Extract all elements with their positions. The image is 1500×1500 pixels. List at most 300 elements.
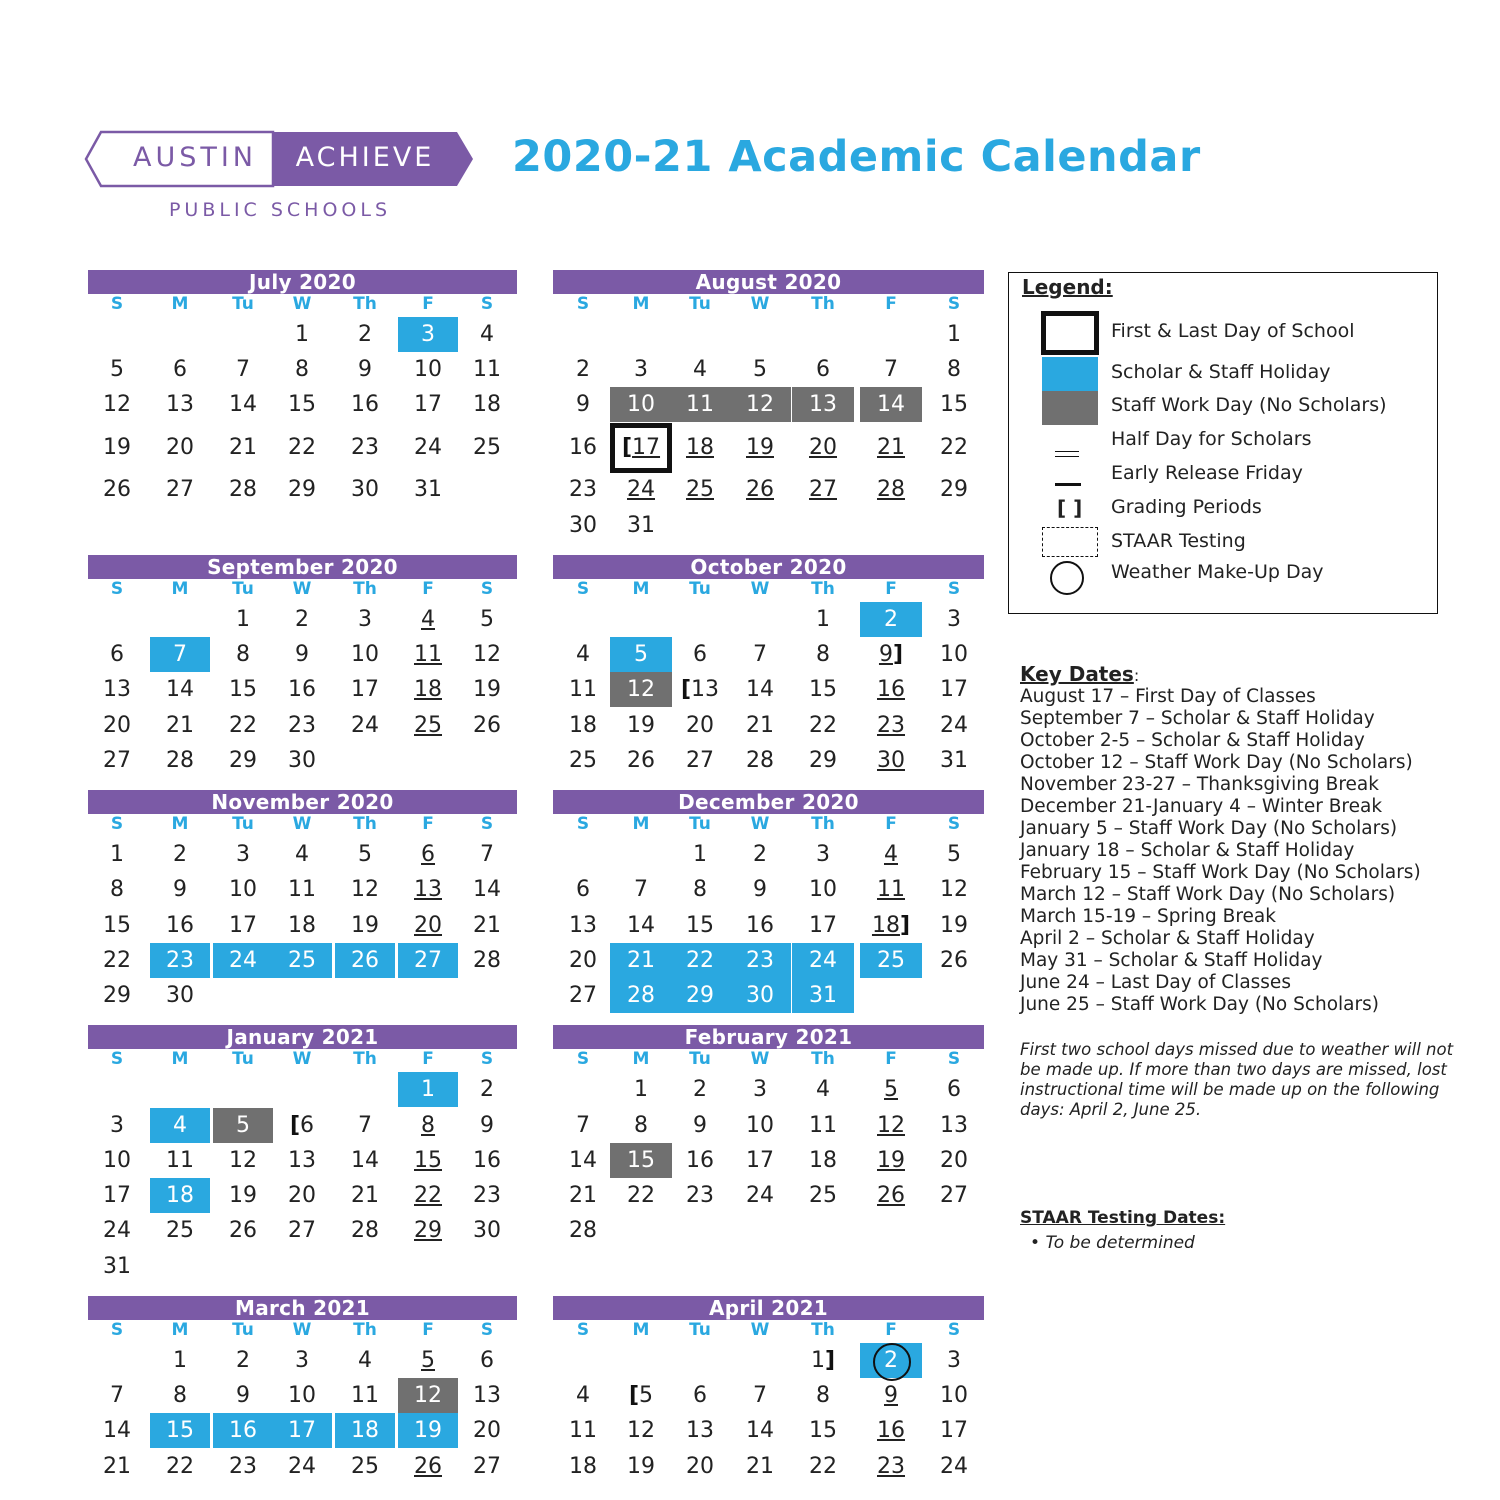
calendar-day — [457, 708, 517, 743]
weekday-label: S — [480, 814, 494, 834]
weekday-header-row — [88, 1320, 517, 1340]
weekday-header-row — [88, 579, 517, 599]
day-number: 1 — [173, 1348, 187, 1373]
weekday-label: S — [947, 294, 961, 314]
calendar-day — [729, 837, 791, 872]
day-number: 28 — [627, 983, 655, 1008]
calendar-day — [610, 1108, 672, 1143]
day-number: 5 — [639, 1383, 654, 1408]
calendar-day — [398, 872, 458, 907]
day-number: 7 — [634, 877, 648, 902]
day-number: 11 — [414, 642, 442, 667]
day-number: 16 — [746, 913, 774, 938]
calendar-day — [923, 317, 985, 352]
calendar-day — [398, 1343, 458, 1378]
month-calendar — [553, 270, 984, 314]
day-number: 11 — [166, 1148, 194, 1173]
weekday-label: F — [422, 814, 434, 834]
day-number: 15 — [686, 913, 714, 938]
day-number: 2 — [173, 842, 187, 867]
calendar-day — [669, 708, 731, 743]
calendar-day — [923, 1413, 985, 1448]
calendar-day — [610, 1143, 672, 1178]
calendar-day — [860, 1178, 922, 1213]
day-number: 19 — [351, 913, 379, 938]
calendar-day — [552, 943, 614, 978]
day-number: 8 — [816, 642, 830, 667]
day-number: 15 — [103, 913, 131, 938]
day-number: 15 — [940, 392, 968, 417]
calendar-day — [272, 1378, 332, 1413]
day-number: 5 — [884, 1077, 898, 1102]
day-number: 11 — [877, 877, 905, 902]
calendar-day — [457, 1143, 517, 1178]
calendar-day — [457, 872, 517, 907]
calendar-day — [213, 908, 273, 943]
calendar-day — [729, 672, 791, 707]
calendar-day — [213, 1108, 273, 1143]
calendar-day — [923, 1378, 985, 1413]
key-date-item: October 12 – Staff Work Day (No Scholars) — [1020, 752, 1413, 773]
calendar-day — [272, 637, 332, 672]
calendar-day — [729, 743, 791, 778]
calendar-day — [729, 708, 791, 743]
day-number: 10 — [809, 877, 837, 902]
day-number: 26 — [940, 948, 968, 973]
calendar-day — [729, 352, 791, 387]
day-number: 22 — [627, 1183, 655, 1208]
circle-icon — [1050, 561, 1084, 595]
calendar-day — [792, 1108, 854, 1143]
legend-label-half-day: Half Day for Scholars — [1111, 428, 1312, 450]
calendar-day — [923, 708, 985, 743]
calendar-day — [335, 1213, 395, 1248]
calendar-day — [335, 387, 395, 422]
calendar-day — [860, 837, 922, 872]
day-number: 23 — [569, 477, 597, 502]
day-number: 10 — [414, 357, 442, 382]
calendar-day — [213, 387, 273, 422]
day-number: 20 — [288, 1183, 316, 1208]
key-date-item: August 17 – First Day of Classes — [1020, 686, 1316, 707]
day-number: 4 — [816, 1077, 830, 1102]
day-number: 21 — [103, 1454, 131, 1479]
calendar-day — [552, 872, 614, 907]
calendar-day — [213, 602, 273, 637]
legend-label-grading: Grading Periods — [1111, 496, 1262, 518]
calendar-day — [552, 672, 614, 707]
day-number: 2 — [236, 1348, 250, 1373]
day-number: 18 — [473, 392, 501, 417]
calendar-day — [150, 872, 210, 907]
calendar-day — [792, 430, 854, 465]
weekday-label: S — [110, 1320, 124, 1340]
calendar-day — [860, 602, 922, 637]
calendar-day — [335, 602, 395, 637]
calendar-day — [923, 1449, 985, 1484]
calendar-day — [792, 1178, 854, 1213]
weekday-label: F — [422, 579, 434, 599]
day-number: 20 — [569, 948, 597, 973]
weather-note: First two school days missed due to weather will not be made up. If more than two days are missed, lost instructional time will be made up on the following days: April 2, June 25. — [1020, 1040, 1454, 1119]
calendar-day — [669, 837, 731, 872]
calendar-day — [272, 1213, 332, 1248]
weekday-header-row — [88, 294, 517, 314]
day-number: 5 — [236, 1113, 250, 1138]
calendar-day — [610, 1413, 672, 1448]
weekday-label: W — [292, 1049, 312, 1069]
calendar-day — [860, 1343, 922, 1378]
day-number: 27 — [686, 748, 714, 773]
day-number: 11 — [288, 877, 316, 902]
calendar-day — [610, 708, 672, 743]
day-number: 30 — [877, 748, 905, 773]
legend-box — [1008, 272, 1438, 614]
day-number: 15 — [229, 677, 257, 702]
calendar-day — [792, 1449, 854, 1484]
calendar-day — [272, 1449, 332, 1484]
calendar-day — [335, 1449, 395, 1484]
weekday-label: M — [171, 1049, 189, 1069]
calendar-day — [669, 1178, 731, 1213]
day-number: 27 — [288, 1218, 316, 1243]
day-number: 30 — [166, 983, 194, 1008]
grading-bracket-open: [ — [289, 1113, 301, 1138]
weekday-label: M — [632, 1320, 650, 1340]
weekday-label: S — [947, 1049, 961, 1069]
calendar-day — [335, 708, 395, 743]
day-number: 9 — [295, 642, 309, 667]
weekday-label: W — [750, 1049, 770, 1069]
month-calendar — [88, 1296, 517, 1340]
weekday-label: F — [885, 1049, 897, 1069]
weekday-label: S — [110, 814, 124, 834]
calendar-day — [669, 872, 731, 907]
day-number: 1 — [693, 842, 707, 867]
calendar-day — [860, 352, 922, 387]
weekday-label: M — [171, 1320, 189, 1340]
day-number: 1 — [110, 842, 124, 867]
calendar-day — [272, 1108, 332, 1143]
day-number: 18 — [686, 435, 714, 460]
calendar-day — [729, 943, 791, 978]
day-number: 27 — [473, 1454, 501, 1479]
calendar-day — [923, 672, 985, 707]
legend-label-first-last: First & Last Day of School — [1111, 320, 1355, 342]
day-number: 7 — [173, 642, 187, 667]
calendar-day — [457, 1213, 517, 1248]
grading-bracket-close: ] — [824, 1348, 836, 1373]
month-calendar — [553, 1025, 984, 1069]
calendar-day — [150, 387, 210, 422]
calendar-day — [552, 978, 614, 1013]
bracket-icon: [ ] — [1057, 496, 1083, 520]
weekday-label: S — [110, 579, 124, 599]
day-number: 28 — [473, 948, 501, 973]
day-number: 23 — [746, 948, 774, 973]
day-number: 20 — [166, 435, 194, 460]
calendar-day — [552, 1143, 614, 1178]
day-number: 24 — [940, 1454, 968, 1479]
calendar-day — [398, 1413, 458, 1448]
calendar-day — [923, 743, 985, 778]
calendar-day — [610, 472, 672, 507]
calendar-day — [272, 472, 332, 507]
calendar-day — [923, 1072, 985, 1107]
day-number: 18 — [809, 1148, 837, 1173]
calendar-day — [860, 1072, 922, 1107]
calendar-day — [87, 1249, 147, 1284]
calendar-day — [792, 743, 854, 778]
day-number: 29 — [103, 983, 131, 1008]
day-number: 12 — [746, 392, 774, 417]
key-date-item: March 12 – Staff Work Day (No Scholars) — [1020, 884, 1396, 905]
day-number: 7 — [576, 1113, 590, 1138]
day-number: 6 — [300, 1113, 315, 1138]
calendar-day — [398, 637, 458, 672]
day-number: 1 — [421, 1077, 435, 1102]
calendar-day — [335, 352, 395, 387]
day-number: 14 — [166, 677, 194, 702]
day-number: 19 — [940, 913, 968, 938]
day-number: 23 — [877, 1454, 905, 1479]
month-calendar — [88, 790, 517, 834]
calendar-day — [213, 352, 273, 387]
day-number: 11 — [809, 1113, 837, 1138]
weekday-label: Th — [353, 1049, 377, 1069]
day-number: 6 — [693, 1383, 707, 1408]
day-number: 27 — [809, 477, 837, 502]
calendar-day — [213, 1449, 273, 1484]
calendar-day — [398, 472, 458, 507]
calendar-day — [398, 1378, 458, 1413]
day-number: 14 — [746, 677, 774, 702]
key-date-item: January 18 – Scholar & Staff Holiday — [1020, 840, 1355, 861]
day-number: 18 — [871, 913, 900, 938]
calendar-day — [792, 837, 854, 872]
calendar-day — [398, 1072, 458, 1107]
calendar-day — [272, 1413, 332, 1448]
key-dates-list — [1020, 686, 1490, 1016]
day-number: 20 — [686, 713, 714, 738]
calendar-day — [87, 1108, 147, 1143]
calendar-day — [398, 708, 458, 743]
day-number: 15 — [288, 392, 316, 417]
day-number: 4 — [421, 607, 435, 632]
day-number: 25 — [809, 1183, 837, 1208]
calendar-day — [335, 1378, 395, 1413]
day-number: 3 — [634, 357, 648, 382]
calendar-day — [457, 602, 517, 637]
month-title: September 2020 — [88, 555, 517, 579]
weekday-label: S — [480, 1049, 494, 1069]
day-number: 6 — [693, 642, 707, 667]
day-number: 10 — [940, 1383, 968, 1408]
day-number: 18 — [414, 677, 442, 702]
day-number: 30 — [288, 748, 316, 773]
day-number: 29 — [229, 748, 257, 773]
month-calendar — [553, 555, 984, 599]
calendar-day — [457, 1178, 517, 1213]
key-date-item: May 31 – Scholar & Staff Holiday — [1020, 950, 1323, 971]
calendar-day — [87, 1413, 147, 1448]
calendar-day — [860, 472, 922, 507]
weekday-label: S — [947, 579, 961, 599]
calendar-day — [335, 1143, 395, 1178]
day-number: 11 — [686, 392, 714, 417]
calendar-day — [610, 1072, 672, 1107]
calendar-day — [150, 943, 210, 978]
calendar-day — [457, 1108, 517, 1143]
calendar-day — [335, 872, 395, 907]
key-date-item: March 15-19 – Spring Break — [1020, 906, 1276, 927]
day-number: 9 — [878, 642, 893, 667]
day-number: 21 — [166, 713, 194, 738]
calendar-day — [610, 423, 672, 473]
day-number: 6 — [480, 1348, 494, 1373]
weekday-label: Th — [811, 294, 835, 314]
weekday-label: Tu — [232, 814, 254, 834]
calendar-day — [398, 317, 458, 352]
day-number: 4 — [576, 1383, 590, 1408]
calendar-day — [150, 1449, 210, 1484]
calendar-day — [669, 387, 731, 422]
day-number: 26 — [414, 1454, 442, 1479]
day-number: 10 — [103, 1148, 131, 1173]
calendar-day — [792, 708, 854, 743]
day-number: 19 — [229, 1183, 257, 1208]
calendar-day — [272, 352, 332, 387]
calendar-day — [552, 508, 614, 543]
day-number: 2 — [693, 1077, 707, 1102]
legend-label-holiday: Scholar & Staff Holiday — [1111, 361, 1331, 383]
day-number: 4 — [693, 357, 707, 382]
weekday-label: S — [480, 1320, 494, 1340]
day-number: 22 — [288, 435, 316, 460]
calendar-day — [335, 1343, 395, 1378]
day-number: 6 — [173, 357, 187, 382]
weekday-label: Th — [353, 814, 377, 834]
day-number: 9 — [480, 1113, 494, 1138]
day-number: 26 — [746, 477, 774, 502]
day-number: 31 — [627, 513, 655, 538]
weekday-label: M — [171, 294, 189, 314]
day-number: 4 — [173, 1113, 187, 1138]
calendar-day — [213, 1178, 273, 1213]
day-number: 18 — [569, 1454, 597, 1479]
day-number: 7 — [110, 1383, 124, 1408]
key-dates-title: Key Dates — [1020, 662, 1134, 686]
calendar-day — [335, 908, 395, 943]
calendar-day — [923, 837, 985, 872]
calendar-day — [87, 1213, 147, 1248]
calendar-day — [398, 1213, 458, 1248]
day-number: 23 — [351, 435, 379, 460]
day-number: 17 — [746, 1148, 774, 1173]
calendar-day — [729, 1072, 791, 1107]
day-number: 22 — [414, 1183, 442, 1208]
day-number: 29 — [809, 748, 837, 773]
calendar-day — [457, 1343, 517, 1378]
day-number: 6 — [576, 877, 590, 902]
weekday-label: Tu — [232, 1049, 254, 1069]
weekday-label: W — [292, 579, 312, 599]
calendar-day — [272, 943, 332, 978]
day-number: 12 — [351, 877, 379, 902]
day-number: 12 — [414, 1383, 442, 1408]
grading-bracket-open: [ — [680, 677, 692, 702]
weekday-label: M — [171, 814, 189, 834]
day-number: 8 — [634, 1113, 648, 1138]
calendar-day — [792, 1343, 854, 1378]
weekday-label: M — [171, 579, 189, 599]
calendar-day — [610, 1378, 672, 1413]
day-number: 24 — [809, 948, 837, 973]
calendar-day — [669, 1378, 731, 1413]
calendar-day — [272, 602, 332, 637]
day-number: 24 — [103, 1218, 131, 1243]
calendar-day — [457, 430, 517, 465]
logo-achieve-text: ACHIEVE — [295, 142, 435, 173]
day-number: 13 — [569, 913, 597, 938]
calendar-day — [669, 430, 731, 465]
calendar-day — [860, 387, 922, 422]
day-number: 31 — [940, 748, 968, 773]
day-number: 8 — [947, 357, 961, 382]
day-number: 7 — [884, 357, 898, 382]
calendar-day — [87, 743, 147, 778]
page-title: 2020-21 Academic Calendar — [512, 132, 1201, 182]
day-number: 16 — [473, 1148, 501, 1173]
calendar-day — [87, 430, 147, 465]
day-number: 13 — [414, 877, 442, 902]
calendar-day — [87, 1449, 147, 1484]
calendar-day — [860, 908, 922, 943]
weekday-label: F — [422, 1049, 434, 1069]
calendar-day — [923, 872, 985, 907]
calendar-day — [457, 352, 517, 387]
day-number: 22 — [103, 948, 131, 973]
day-number: 12 — [940, 877, 968, 902]
calendar-day — [552, 908, 614, 943]
calendar-day — [272, 387, 332, 422]
calendar-day — [150, 672, 210, 707]
day-number: 4 — [295, 842, 309, 867]
day-number: 29 — [686, 983, 714, 1008]
day-number: 13 — [809, 392, 837, 417]
day-number: 27 — [103, 748, 131, 773]
day-number: 6 — [947, 1077, 961, 1102]
calendar-day — [87, 837, 147, 872]
first-last-day-swatch — [1041, 311, 1099, 355]
weekday-label: S — [576, 1320, 590, 1340]
weekday-label: W — [750, 294, 770, 314]
day-number: 30 — [473, 1218, 501, 1243]
calendar-day — [552, 1413, 614, 1448]
calendar-day — [87, 352, 147, 387]
calendar-day — [150, 352, 210, 387]
calendar-day — [335, 472, 395, 507]
calendar-day — [729, 637, 791, 672]
weekday-label: Th — [811, 1049, 835, 1069]
staar-item-text: To be determined — [1045, 1233, 1195, 1253]
calendar-day — [335, 943, 395, 978]
calendar-day — [87, 1143, 147, 1178]
calendar-day — [457, 1413, 517, 1448]
day-number: 25 — [414, 713, 442, 738]
weekday-label: S — [480, 579, 494, 599]
calendar-day — [860, 872, 922, 907]
